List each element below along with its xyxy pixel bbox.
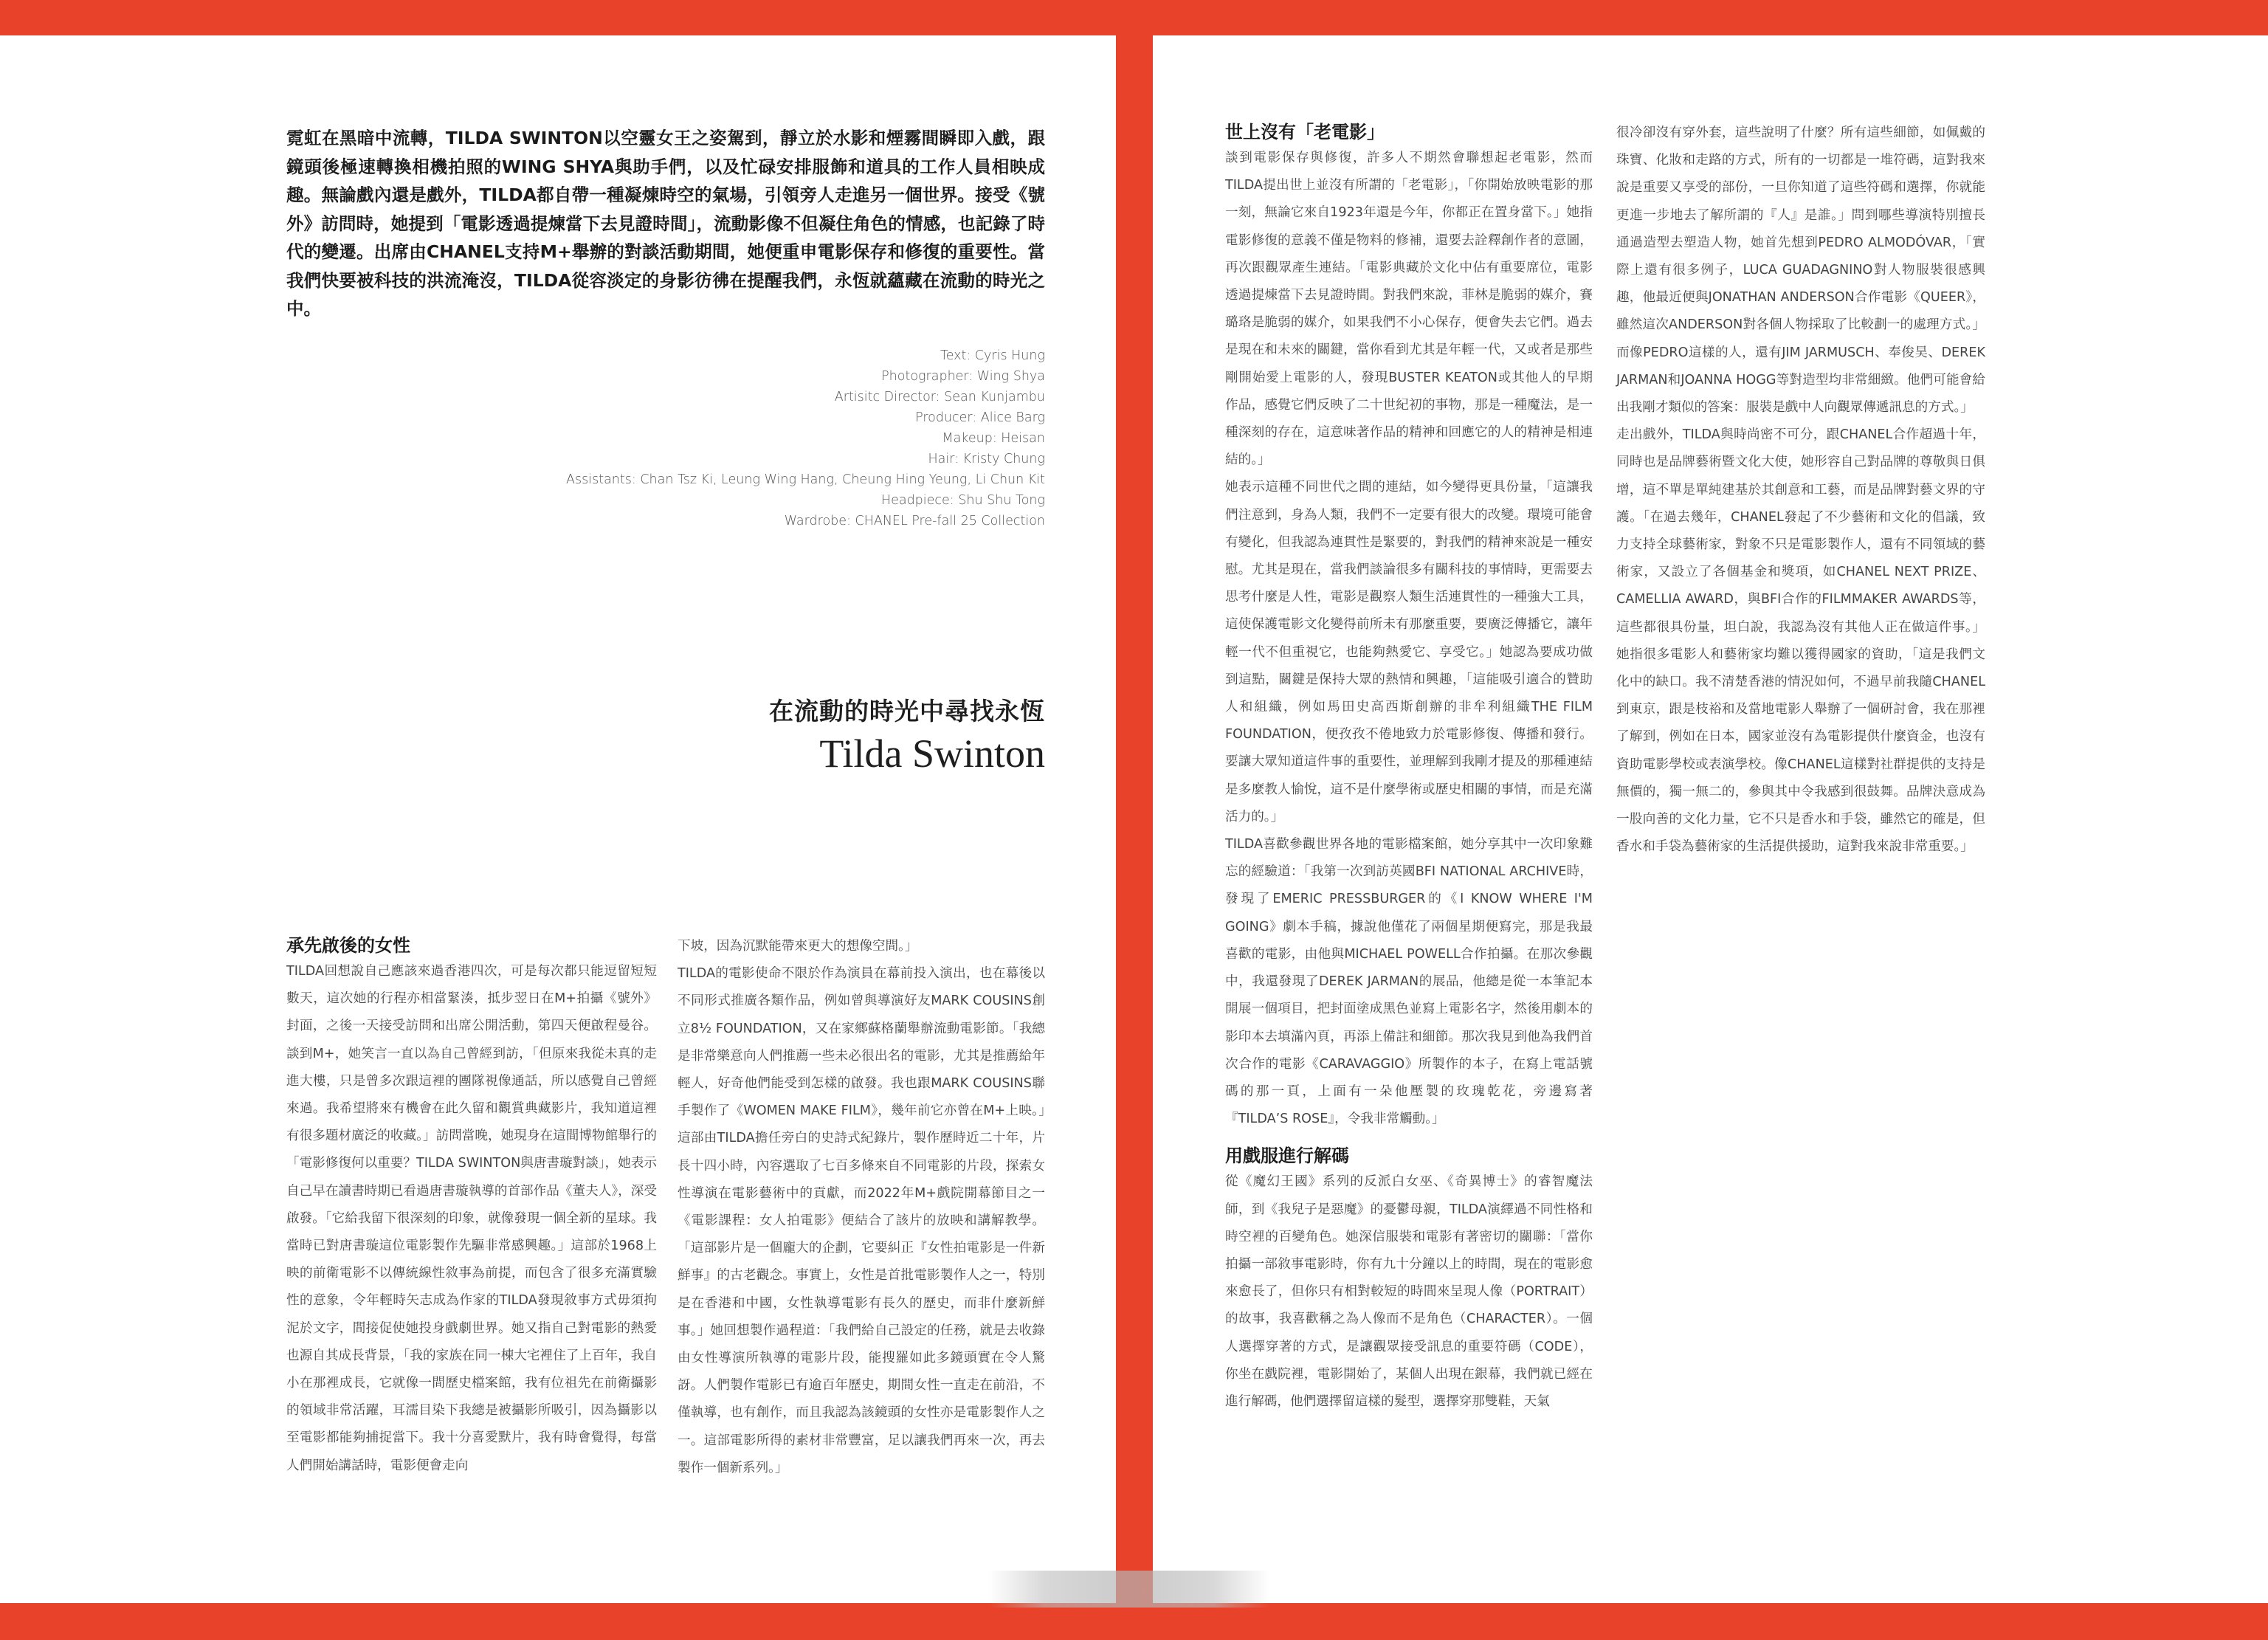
body-paragraph: 很冷卻沒有穿外套，這些說明了什麼？所有這些細節，如佩戴的珠寶、化妝和走路的方式，所有的一切都是一堆符碼，這對我來說是重要又享受的部份，一旦你知道了這些符碼和選擇，你就能更進一步地去了解所謂的『人』是誰。」問到哪些導演特別擅長通過造型去塑造人物，她首先想到PEDRO ALMODÓVAR，「實際上還有很多例子，LUCA GUADAGNINO對人物服裝很感興趣，他最近便與JONATHAN ANDERSON合作電影《QUEER》，雖然這次ANDERSON對各個人物採取了比較劃一的處理方式。」而像PEDRO這樣的人，還有JIM JARMUSCH、奉俊昊、DEREK JARMAN和JOANNA HOGG等對造型均非常細緻。他們可能會給出我剛才類似的答案：服裝是戲中人向觀眾傳遞訊息的方式。」 [1616, 125, 1985, 416]
text-column-3 [1225, 120, 1593, 1416]
section-heading: 用戲服進行解碼 [1225, 1145, 1349, 1167]
watermark-blur [989, 1571, 1269, 1608]
credit-line: Photographer: Wing Shya [881, 369, 1045, 384]
body-paragraph: 她表示這種不同世代之間的連結，如今變得更具份量，「這讓我們注意到，身為人類，我們不一定要有很大的改變。環境可能會有變化，但我認為連貫性是緊要的，對我們的精神來說是一種安慰。尤其是現在，當我們談論很多有關科技的事情時，更需要去思考什麼是人性，電影是觀察人類生活連貫性的一種強大工具，這使保護電影文化變得前所未有那麼重要，要廣泛傳播它，讓年輕一代不但重視它，也能夠熱愛它、享受它。」她認為要成功做到這點，關鍵是保持大眾的熱情和興趣，「這能吸引適合的贊助人和組織，例如馬田史高西斯創辦的非牟利組織THE FILM FOUNDATION，便孜孜不倦地致力於電影修復、傳播和發行。要讓大眾知道這件事的重要性，並理解到我剛才提及的那種連結是多麼教人愉悅，這不是什麼學術或歷史相關的事情，而是充滿活力的。」 [1225, 480, 1593, 824]
body-paragraph: 走出戲外，TILDA與時尚密不可分，跟CHANEL合作超過十年，同時也是品牌藝術暨文化大使，她形容自己對品牌的尊敬與日俱增，這不單是單純建基於其創意和工藝，而是品牌對藝文界的守護。「在過去幾年，CHANEL發起了不少藝術和文化的倡議，致力支持全球藝術家，對象不只是電影製作人，還有不同領域的藝術家，又設立了各個基金和獎項，如CHANEL NEXT PRIZE、CAMELLIA AWARD，與BFI合作的FILMMAKER AWARDS等，這些都很具份量，坦白說，我認為沒有其他人正在做這件事。」她指很多電影人和藝術家均難以獲得國家的資助，「這是我們文化中的缺口。我不清楚香港的情況如何，不過早前我隨CHANEL到東京，跟是枝裕和及當地電影人舉辦了一個研討會，我在那裡了解到，例如在日本，國家並沒有為電影提供什麼資金，也沒有資助電影學校或表演學校。像CHANEL這樣對社群提供的支持是無價的，獨一無二的，參與其中令我感到很鼓舞。品牌決意成為一股向善的文化力量，它不只是香水和手袋，雖然它的確是，但香水和手袋為藝術家的生活提供援助，這對我來說非常重要。」 [1616, 427, 1985, 855]
intro-paragraph: 霓虹在黑暗中流轉，TILDA SWINTON以空靈女王之姿駕到，靜立於水影和煙霧間瞬即入戲，跟鏡頭後極速轉換相機拍照的WING SHYA與助手們，以及忙碌安排服飾和道具的工作人員相映成趣。無論戲內還是戲外，TILDA都自帶一種凝煉時空的氣場，引領旁人走進另一個世界。接受《號外》訪問時，她提到「電影透過提煉當下去見證時間」，流動影像不但凝住角色的情感，也記錄了時代的變遷。出席由CHANEL支持M+舉辦的對談活動期間，她便重申電影保存和修復的重要性。當我們快要被科技的洪流淹沒，TILDA從容淡定的身影彷彿在提醒我們，永恆就蘊藏在流動的時光之中。 [286, 128, 1045, 319]
text-column-4 [1616, 120, 1985, 861]
credit-line: Artisitc Director: Sean Kunjambu [834, 390, 1045, 404]
body-paragraph: 下坡，因為沉默能帶來更大的想像空間。」 [678, 939, 918, 954]
credit-line: Makeup: Heisan [942, 431, 1045, 446]
text-column-2 [678, 933, 1045, 1482]
body-paragraph: TILDA喜歡參觀世界各地的電影檔案館，她分享其中一次印象難忘的經驗道：「我第一次到訪英國BFI NATIONAL ARCHIVE時，發現了EMERIC PRESSBURGER的《I KNOW WHERE I'M GOING》劇本手稿，據說他僅花了兩個星期便寫完，那是我最喜歡的電影，由他與MICHAEL POWELL合作拍攝。在那次參觀中，我還發現了DEREK JARMAN的展品，他總是從一本筆記本開展一個項目，把封面塗成黑色並寫上電影名字，然後用劇本的影印本去填滿內頁，再添上備註和細節。那次我見到他為我們首次合作的電影《CARAVAGGIO》所製作的本子，在寫上電話號碼的那一頁，上面有一朵他壓製的玫瑰乾花，旁邊寫著『TILDA’S ROSE』，令我非常觸動。」 [1225, 837, 1593, 1127]
credit-line: Wardrobe: CHANEL Pre-fall 25 Collection [784, 514, 1045, 528]
credit-line: Assistants: Chan Tsz Ki, Leung Wing Hang, Cheung Hing Yeung, Li Chun Kit [566, 472, 1045, 487]
body-paragraph: 談到電影保存與修復，許多人不期然會聯想起老電影，然而TILDA提出世上並沒有所謂的「老電影」，「你開始放映電影的那一刻，無論它來自1923年還是今年，你都正在置身當下。」她指電影修復的意義不僅是物料的修補，還要去詮釋創作者的意圖，再次跟觀眾產生連結。「電影典藏於文化中佔有重要席位，電影透過提煉當下去見證時間。對我們來說，菲林是脆弱的媒介，賽璐珞是脆弱的媒介，如果我們不小心保存，便會失去它們。過去是現在和未來的關鍵，當你看到尤其是年輕一代，又或者是那些剛開始愛上電影的人，發現BUSTER KEATON或其他人的早期作品，感覺它們反映了二十世紀初的事物，那是一種魔法，是一種深刻的存在，這意味著作品的精神和回應它的人的精神是相連結的。」 [1225, 151, 1593, 468]
article-title-english: Tilda Swinton [819, 731, 1045, 776]
section-heading: 世上沒有「老電影」 [1225, 122, 1385, 142]
body-paragraph: 從《魔幻王國》系列的反派白女巫、《奇異博士》的睿智魔法師，到《我兒子是惡魔》的憂鬱母親，TILDA演繹過不同性格和時空裡的百變角色。她深信服裝和電影有著密切的關聯：「當你拍攝一部敘事電影時，你有九十分鐘以上的時間，現在的電影愈來愈長了，但你只有相對較短的時間來呈現人像（PORTRAIT）的故事，我喜歡稱之為人像而不是角色（CHARACTER）。一個人選擇穿著的方式，是讓觀眾接受訊息的重要符碼（CODE），你坐在戲院裡，電影開始了，某個人出現在銀幕，我們就已經在進行解碼，他們選擇留這樣的髮型，選擇穿那雙鞋，天氣 [1225, 1174, 1593, 1409]
credit-line: Headpiece: Shu Shu Tong [880, 493, 1045, 508]
body-paragraph: TILDA回想說自己應該來過香港四次，可是每次都只能逗留短短數天，這次她的行程亦相當緊湊，抵步翌日在M+拍攝《號外》封面，之後一天接受訪問和出席公開活動，第四天便啟程曼谷。談到M+，她笑言一直以為自己曾經到訪，「但原來我從未真的走進大樓，只是曾多次跟這裡的團隊視像通話，所以感覺自己曾經來過。我希望將來有機會在此久留和觀賞典藏影片，我知道這裡有很多題材廣泛的收藏。」訪問當晚，她現身在這間博物館舉行的「電影修復何以重要？TILDA SWINTON與唐書璇對談」，她表示自己早在讀書時期已看過唐書璇執導的首部作品《董夫人》，深受啟發。「它給我留下很深刻的印象，就像發現一個全新的星球。我當時已對唐書璇這位電影製作先驅非常感興趣。」這部於1968上映的前衛電影不以傳統線性敘事為前提，而包含了很多充滿實驗性的意象，令年輕時矢志成為作家的TILDA發現敘事方式毋須拘泥於文字，間接促使她投身戲劇世界。她又指自己對電影的熱愛也源自其成長背景，「我的家族在同一棟大宅裡住了上百年，我自小在那裡成長，它就像一間歷史檔案館，我有位祖先在前衛攝影的領域非常活躍，耳濡目染下我總是被攝影所吸引，因為攝影以至電影都能夠捕捉當下。我十分喜愛默片，我有時會覺得，每當人們開始講話時，電影便會走向 [286, 964, 657, 1473]
credit-line: Hair: Kristy Chung [928, 452, 1045, 466]
section-heading: 承先啟後的女性 [286, 935, 410, 956]
credit-line: Text: Cyris Hung [940, 348, 1045, 363]
body-paragraph: TILDA的電影使命不限於作為演員在幕前投入演出，也在幕後以不同形式推廣各類作品，例如曾與導演好友MARK COUSINS創立8½ FOUNDATION，又在家鄉蘇格蘭舉辦流動電影節。「我總是非常樂意向人們推薦一些未必很出名的電影，尤其是推薦給年輕人，好奇他們能受到怎樣的啟發。我也跟MARK COUSINS聯手製作了《WOMEN MAKE FILM》，幾年前它亦曾在M+上映。」這部由TILDA擔任旁白的史詩式紀錄片，製作歷時近二十年，片長十四小時，內容選取了七百多條來自不同電影的片段，探索女性導演在電影藝術中的貢獻，而2022年M+戲院開幕節目之一《電影課程：女人拍電影》便結合了該片的放映和講解教學。「這部影片是一個龐大的企劃，它要糾正『女性拍電影是一件新鮮事』的古老觀念。事實上，女性是首批電影製作人之一，特別是在香港和中國，女性執導電影有長久的歷史，而非什麼新鮮事。」她回想製作過程道：「我們給自己設定的任務，就是去收錄由女性導演所執導的電影片段，能搜羅如此多鏡頭實在令人驚訝。人們製作電影已有逾百年歷史，期間女性一直走在前沿，不僅執導，也有創作，而且我認為該鏡頭的女性亦是電影製作人之一。這部電影所得的素材非常豐富，足以讓我們再來一次，再去製作一個新系列。」 [678, 966, 1045, 1475]
red-frame-center-gutter [1116, 0, 1153, 1640]
text-column-1 [286, 933, 657, 1480]
article-title-chinese: 在流動的時光中尋找永恆 [769, 697, 1045, 726]
credits-block [517, 345, 1045, 531]
credit-line: Producer: Alice Barg [915, 410, 1045, 425]
